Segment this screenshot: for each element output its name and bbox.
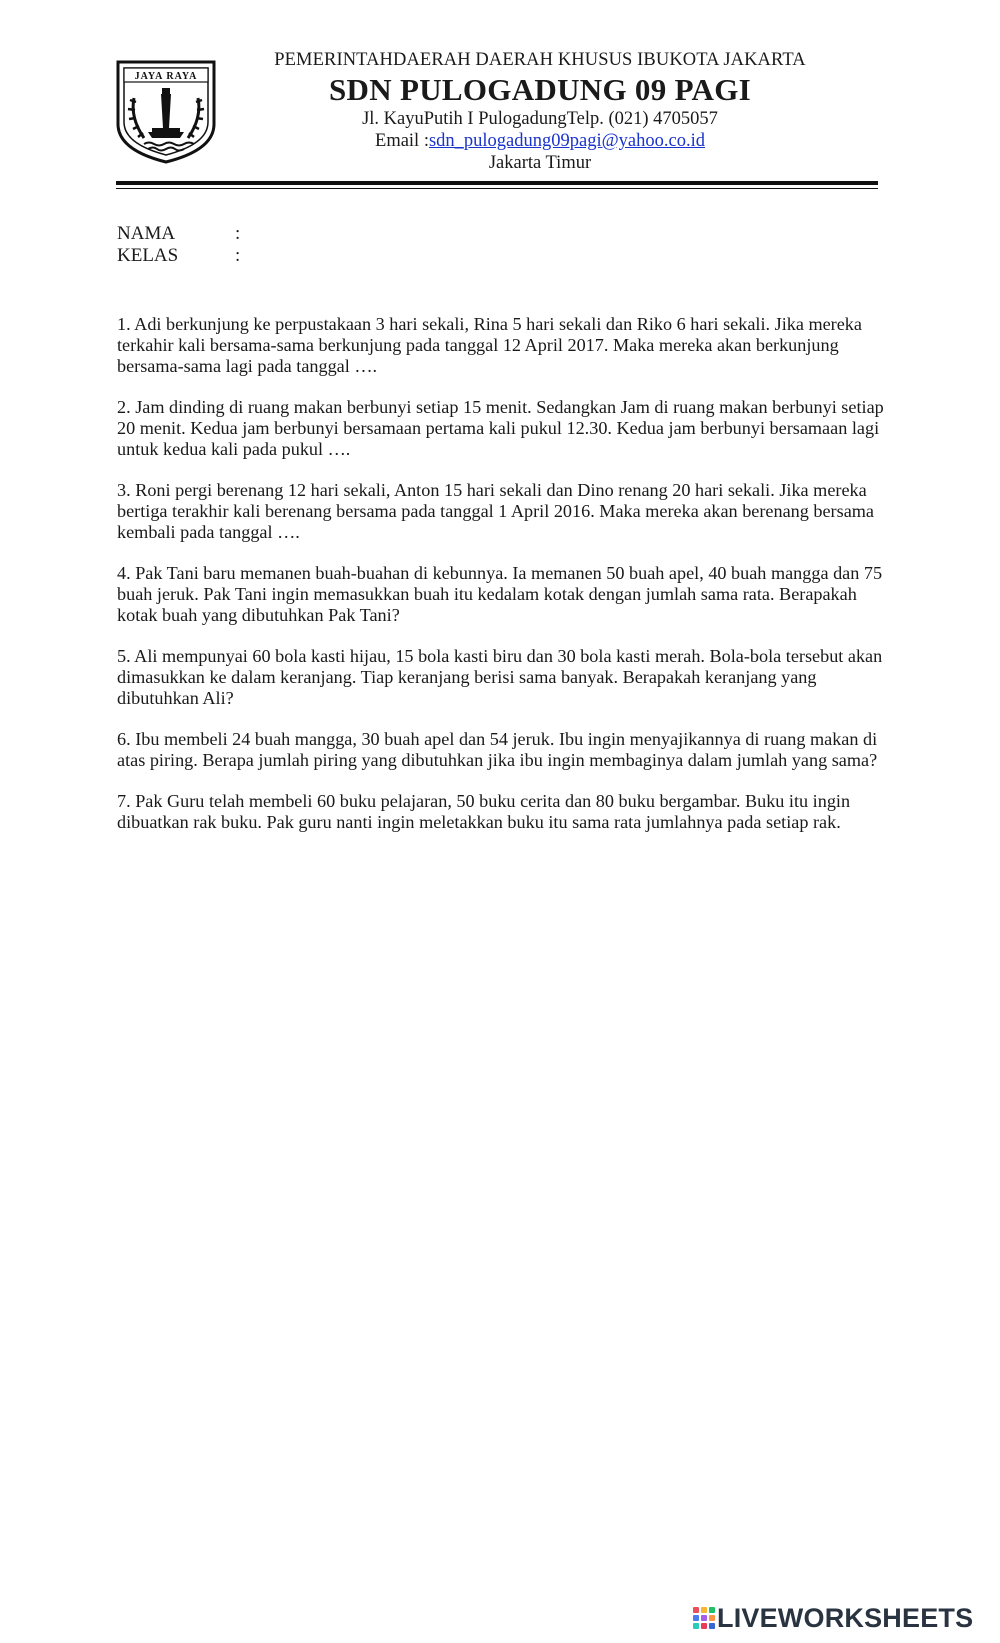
school-name: SDN PULOGADUNG 09 PAGI	[329, 72, 751, 107]
government-line: PEMERINTAHDAERAH DAERAH KHUSUS IBUKOTA JAKARTA	[274, 50, 806, 70]
question-5: 5. Ali mempunyai 60 bola kasti hijau, 15 bola kasti biru dan 30 bola kasti merah. Bola-bola tersebut akan dimasukkan ke dalam keranjang. Tiap keranjang berisi sama banyak. Berapakah keranjang yang dibutuhkan Ali?	[117, 646, 883, 708]
question-4: 4. Pak Tani baru memanen buah-buahan di kebunnya. Ia memanen 50 buah apel, 40 buah mangga dan 75 buah jeruk. Pak Tani ingin memasukkan buah itu kedalam kotak dengan jumlah sama rata. Berapakah kotak buah yang dibutuhkan Pak Tani?	[117, 563, 883, 625]
class-label: KELAS	[117, 245, 179, 266]
question-7: 7. Pak Guru telah membeli 60 buku pelajaran, 50 buku cerita dan 80 buku bergambar. Buku itu ingin dibuatkan rak buku. Pak guru nanti ingin meletakkan buku itu sama rata jumlahnya pada setiap rak.	[117, 791, 851, 832]
question-list	[117, 314, 887, 853]
school-city: Jakarta Timur	[488, 153, 592, 173]
school-email-line	[240, 130, 840, 152]
email-link[interactable]: sdn_pulogadung09pagi@yahoo.co.id	[428, 131, 705, 151]
question-3: 3. Roni pergi berenang 12 hari sekali, Anton 15 hari sekali dan Dino renang 20 hari sekali. Jika mereka bertiga terakhir kali berenang bersama pada tanggal 1 April 2016. Maka mereka akan berenang bersama kembali pada tanggal ….	[117, 480, 874, 542]
question-2: 2. Jam dinding di ruang makan berbunyi setiap 15 menit. Sedangkan Jam di ruang makan berbunyi setiap 20 menit. Kedua jam berbunyi bersamaan pertama kali pukul 12.30. Kedua jam berbunyi bersamaan lagi untuk kedua kali pada pukul ….	[117, 397, 884, 459]
logo-text: JAYA RAYA	[134, 71, 198, 82]
school-address: Jl. KayuPutih I PulogadungTelp. (021) 4705057	[362, 109, 718, 129]
question-6: 6. Ibu membeli 24 buah mangga, 30 buah apel dan 54 jeruk. Ibu ingin menyajikannya di ruang makan di atas piring. Berapa jumlah piring yang dibutuhkan jika ibu ingin membaginya dalam jumlah yang sama?	[117, 729, 878, 770]
name-label: NAMA	[117, 223, 176, 244]
letterhead	[0, 0, 1000, 200]
email-prefix: Email :	[375, 131, 429, 151]
name-row	[117, 223, 240, 245]
class-separator: :	[235, 245, 241, 266]
class-row	[117, 245, 240, 267]
jakarta-coat-of-arms-icon	[114, 58, 218, 166]
question-1: 1. Adi berkunjung ke perpustakaan 3 hari sekali, Rina 5 hari sekali dan Riko 6 hari sekali. Jika mereka terkahir kali bersama-sama berkunjung pada tanggal 12 April 2017. Maka mereka akan berkunjung bersama-sama lagi pada tanggal ….	[117, 314, 862, 376]
student-identity	[117, 223, 240, 267]
name-separator: :	[235, 223, 241, 244]
brand-wordmark: LIVEWORKSHEETS	[717, 1603, 974, 1633]
liveworksheets-logo-icon	[693, 1607, 715, 1629]
header-divider-thick	[116, 181, 878, 185]
liveworksheets-brand[interactable]	[693, 1603, 973, 1633]
letterhead-text	[240, 48, 840, 174]
header-divider-thin	[116, 188, 878, 189]
